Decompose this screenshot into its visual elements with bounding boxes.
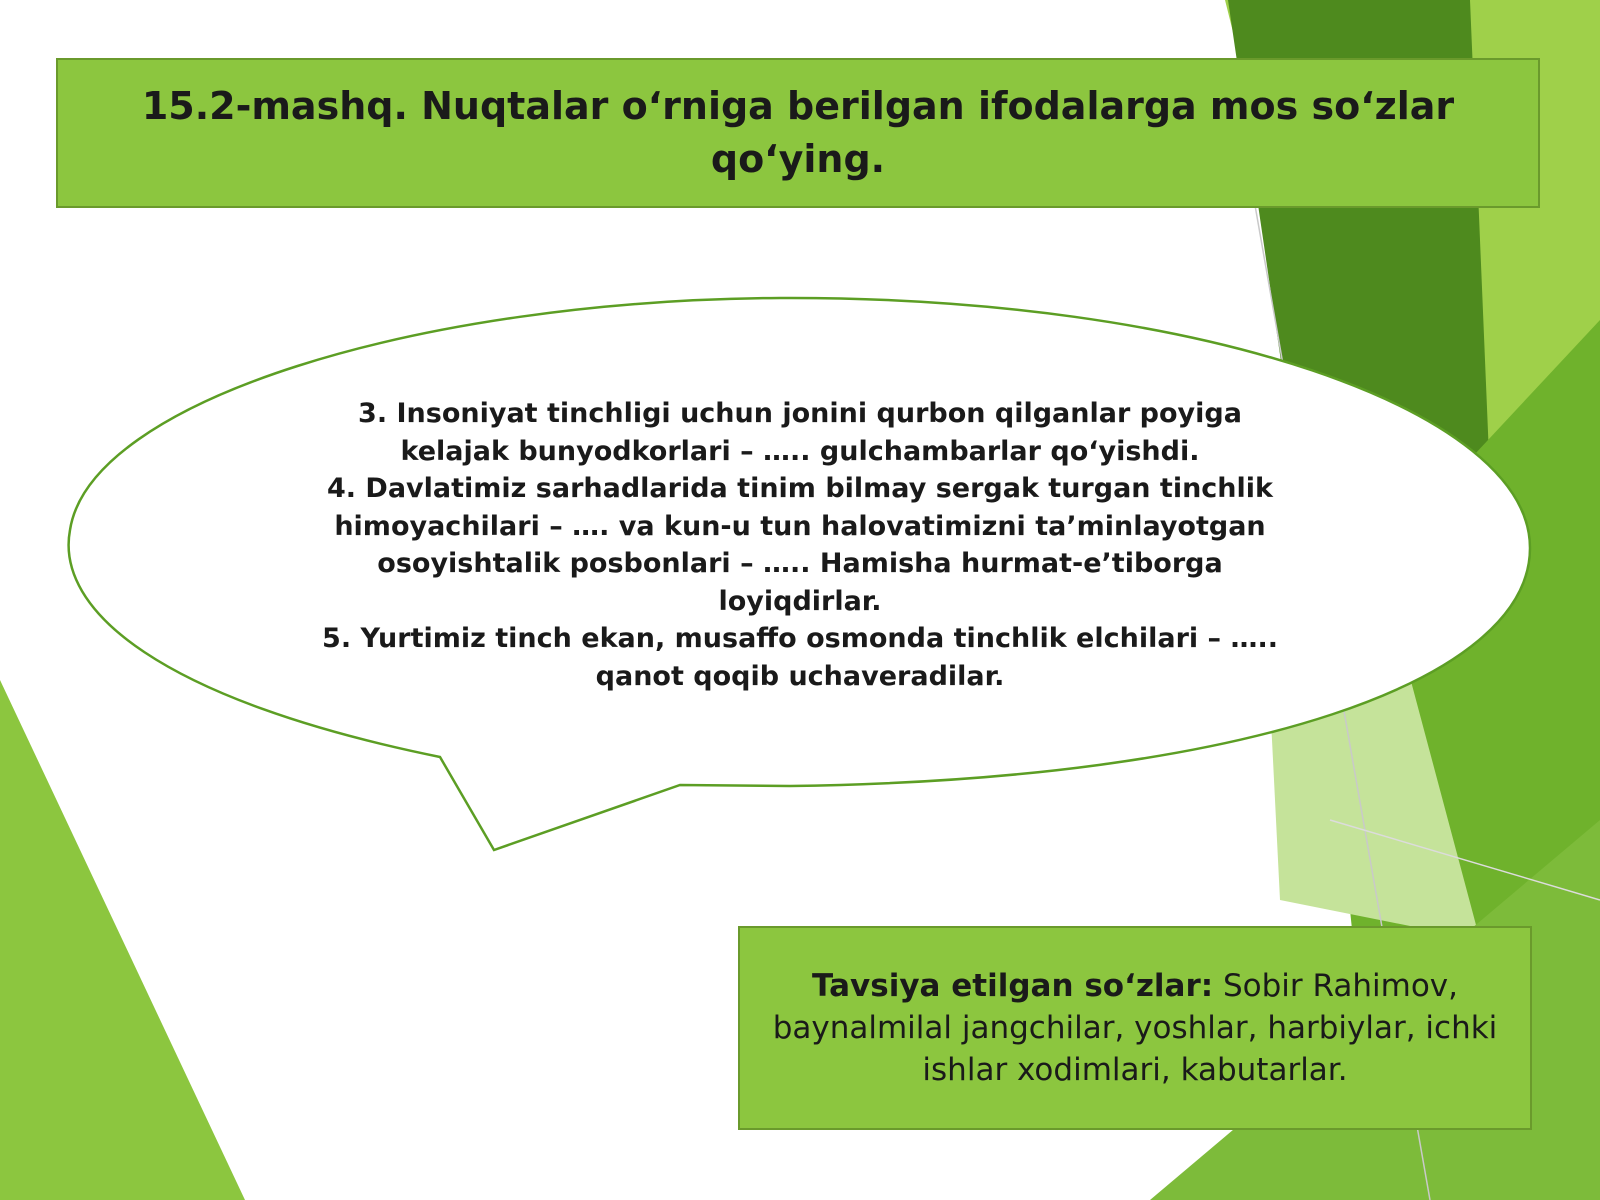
sentence-3: 3. Insoniyat tinchligi uchun jonini qurbon qilganlar poyiga kelajak bunyodkorlari – ….. gulchambarlar qo‘yishdi.: [358, 398, 1242, 467]
exercise-sentences: [300, 395, 1300, 695]
recommended-words-list: Sobir Rahimov, baynalmilal jangchilar, yoshlar, harbiylar, ichki ishlar xodimlari, kabutarlar.: [772, 968, 1498, 1088]
slide-title: 15.2-mashq. Nuqtalar o‘rniga berilgan ifodalarga mos so‘zlar qo‘ying.: [141, 84, 1455, 181]
recommended-words-box: [738, 926, 1532, 1130]
sentence-5: 5. Yurtimiz tinch ekan, musaffo osmonda tinchlik elchilari – ….. qanot qoqib uchaveradilar.: [322, 623, 1278, 692]
recommended-words-label: Tavsiya etilgan so‘zlar:: [811, 968, 1214, 1004]
sentence-4: 4. Davlatimiz sarhadlarida tinim bilmay sergak turgan tinchlik himoyachilari – …. va kun-u tun halovatimizni ta’minlayotgan osoyishtalik posbonlari – ….. Hamisha hurmat-e’tiborga loyiqdirlar.: [326, 473, 1273, 617]
recommended-words: [740, 965, 1530, 1091]
